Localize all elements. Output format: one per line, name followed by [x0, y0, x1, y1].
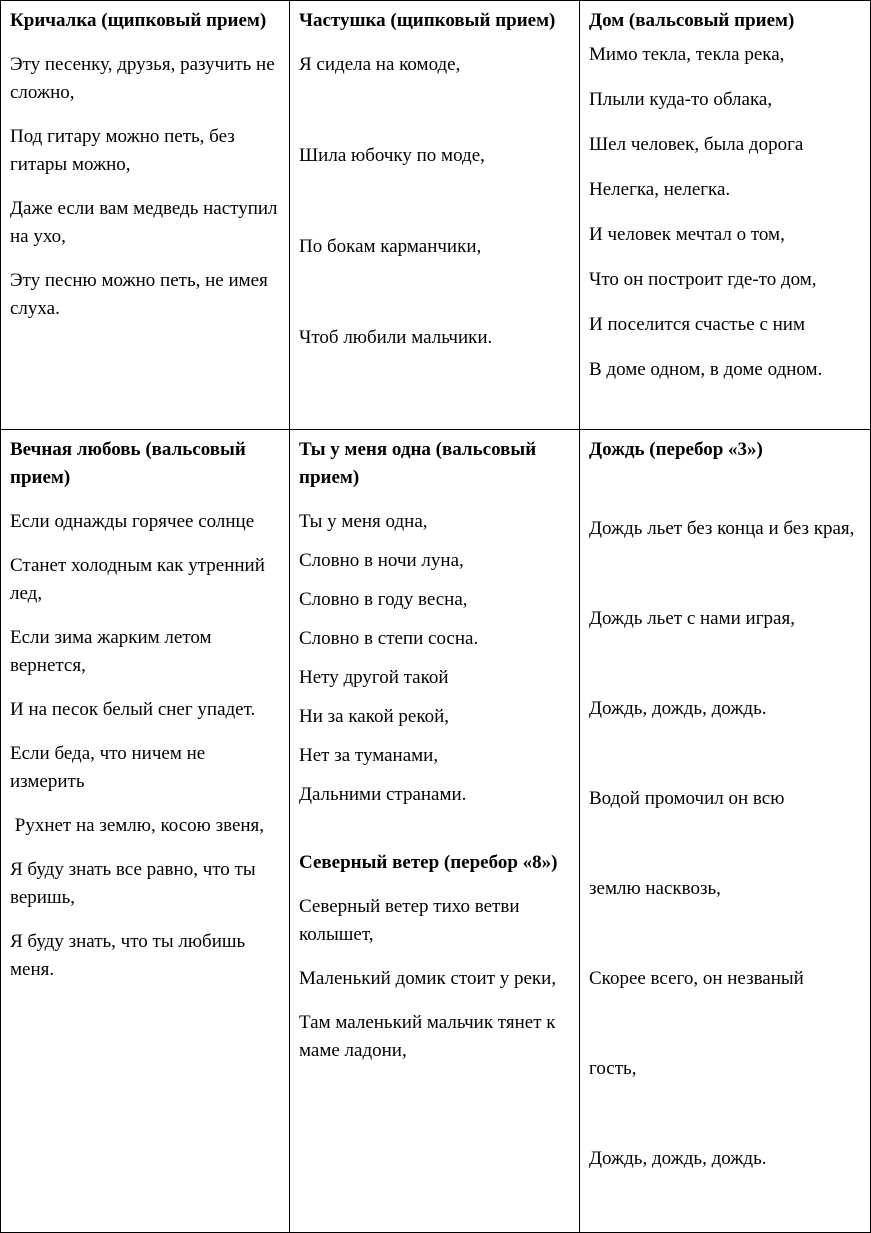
lyric-line: В доме одном, в доме одном.	[589, 359, 823, 380]
lyric-line: Дождь, дождь, дождь.	[589, 698, 767, 719]
lyric-line: Рухнет на землю, косою звеня,	[10, 815, 265, 836]
lyric-line: Я сидела на комоде,	[299, 54, 461, 75]
lyric-line: Что он построит где-то дом,	[589, 269, 817, 290]
lyric-line: Маленький домик стоит у реки,	[299, 968, 557, 989]
lyric-line: Дождь, дождь, дождь.	[589, 1148, 767, 1169]
lyric-line: Там маленький мальчик тянет к маме ладони,	[299, 1012, 556, 1061]
lyric-line: Эту песенку, друзья, разучить не сложно,	[10, 54, 275, 103]
table-row	[1, 430, 871, 1233]
lyric-line: Словно в степи сосна.	[299, 628, 479, 649]
lyric-line: Скорее всего, он незваный	[589, 968, 804, 989]
lyric-line: И человек мечтал о том,	[589, 224, 785, 245]
lyric-line: Ни за какой рекой,	[299, 706, 450, 727]
lyric-line: Если беда, что ничем не измерить	[10, 743, 206, 792]
lyric-line: Водой промочил он всю	[589, 788, 785, 809]
song-cell-krichalka	[1, 1, 290, 430]
lyric-line: Под гитару можно петь, без гитары можно,	[10, 126, 235, 175]
song-title: Ты у меня одна (вальсовый прием)	[299, 439, 537, 488]
lyric-line: Нету другой такой	[299, 667, 449, 688]
lyric-line: землю насквозь,	[589, 878, 721, 899]
lyric-line: Словно в году весна,	[299, 589, 468, 610]
song-cell-vechnaya-lyubov	[1, 430, 290, 1233]
lyric-line: И поселится счастье с ним	[589, 314, 805, 335]
lyric-line: Плыли куда-то облака,	[589, 89, 773, 110]
lyric-line: Нелегка, нелегка.	[589, 179, 731, 200]
song-title: Частушка (щипковый прием)	[299, 10, 556, 31]
lyric-line: Шила юбочку по моде,	[299, 145, 485, 166]
song-title: Вечная любовь (вальсовый прием)	[10, 439, 246, 488]
lyric-line: Мимо текла, текла река,	[589, 44, 785, 65]
song-title: Дождь (перебор «3»)	[589, 439, 763, 460]
lyric-line: По бокам карманчики,	[299, 236, 482, 257]
lyric-line: Даже если вам медведь наступил на ухо,	[10, 198, 278, 247]
song-title: Дом (вальсовый прием)	[589, 10, 795, 31]
lyric-line: Я буду знать, что ты любишь меня.	[10, 931, 246, 980]
table-row	[1, 1, 871, 430]
song-cell-dozhd	[580, 430, 871, 1233]
lyric-line: Ты у меня одна,	[299, 511, 428, 532]
lyric-line: Чтоб любили мальчики.	[299, 327, 493, 348]
song-cell-dom	[580, 1, 871, 430]
song-cell-ty-u-menya-odna	[290, 430, 580, 1233]
lyric-line: Если зима жарким летом вернется,	[10, 627, 212, 676]
lyric-line: Я буду знать все равно, что ты веришь,	[10, 859, 256, 908]
lyric-line: Северный ветер тихо ветви колышет,	[299, 896, 520, 945]
lyric-line: Станет холодным как утренний лед,	[10, 555, 265, 604]
song-cell-chastushka	[290, 1, 580, 430]
lyric-line: Шел человек, была дорога	[589, 134, 804, 155]
lyric-line: Словно в ночи луна,	[299, 550, 464, 571]
lyric-line: Дождь льет без конца и без края,	[589, 518, 855, 539]
lyric-line: Эту песню можно петь, не имея слуха.	[10, 270, 268, 319]
lyric-line: Дождь льет с нами играя,	[589, 608, 795, 629]
lyric-line: Дальними странами.	[299, 784, 467, 805]
song-title-severny-veter: Северный ветер (перебор «8»)	[299, 852, 558, 873]
lyric-line: Нет за туманами,	[299, 745, 439, 766]
lyric-line: Если однажды горячее солнце	[10, 511, 255, 532]
lyric-line: И на песок белый снег упадет.	[10, 699, 256, 720]
lyric-line: гость,	[589, 1058, 637, 1079]
song-title: Кричалка (щипковый прием)	[10, 10, 267, 31]
